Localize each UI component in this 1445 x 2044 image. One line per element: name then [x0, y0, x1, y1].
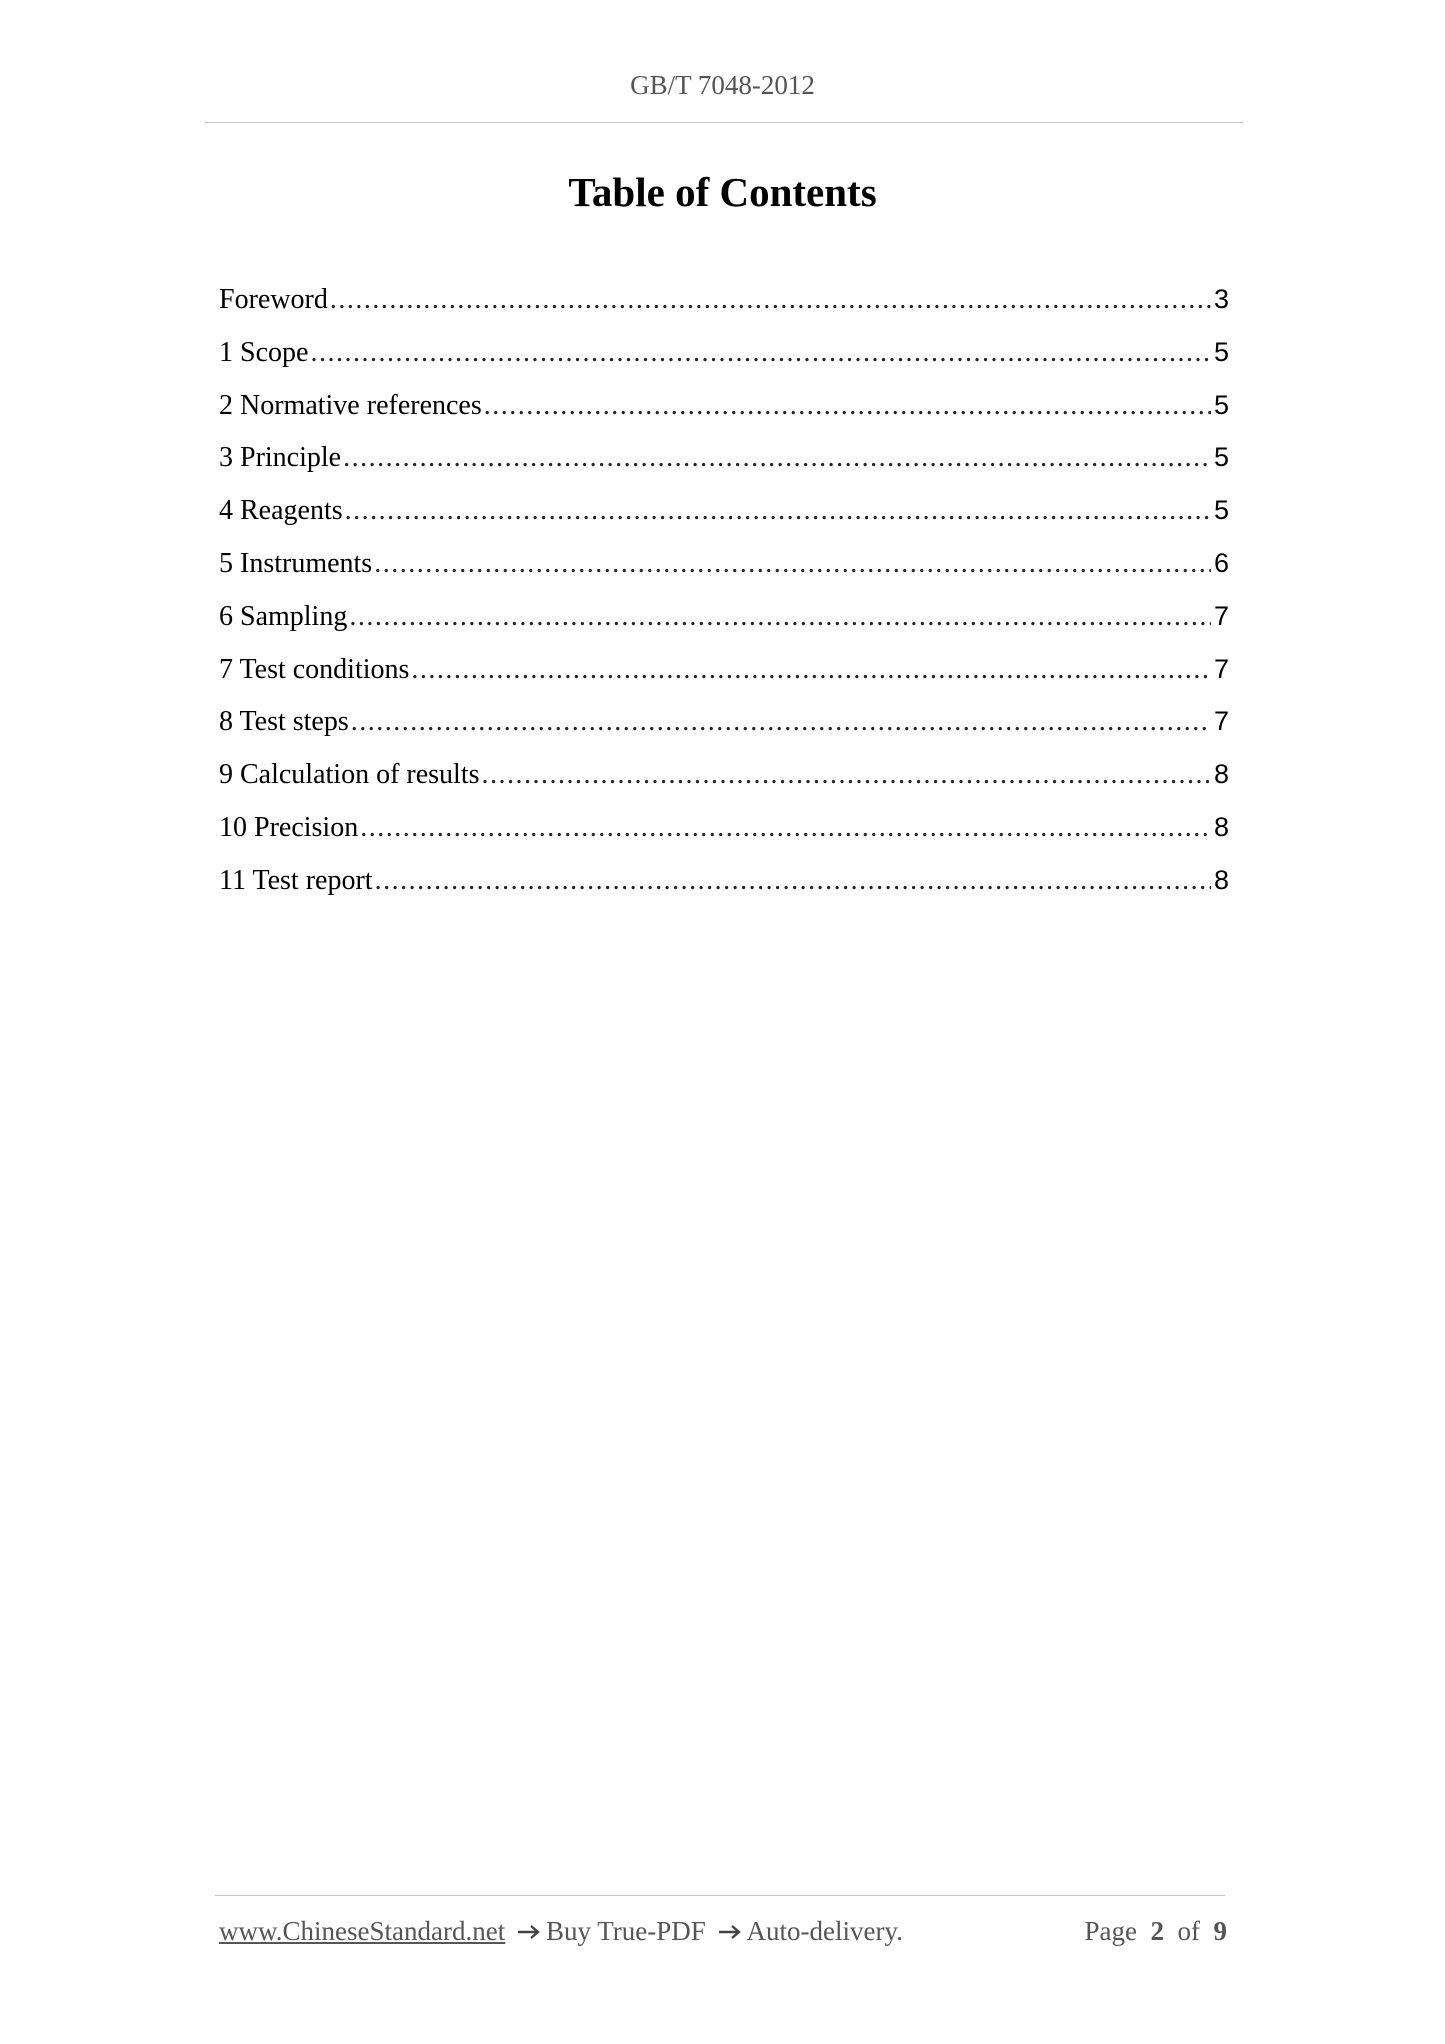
- page-number: [1085, 1916, 1227, 1947]
- website-link[interactable]: www.ChineseStandard.net: [219, 1916, 506, 1946]
- toc-entry-page: 8: [1213, 811, 1229, 842]
- toc-entry-label: 9 Calculation of results: [219, 759, 480, 791]
- toc-entry-page: 5: [1213, 442, 1229, 473]
- toc-dot-leader: [375, 865, 1211, 897]
- header-divider: [205, 122, 1243, 123]
- toc-entry-page: 8: [1213, 759, 1229, 790]
- toc-entry[interactable]: [219, 442, 1229, 495]
- toc-entry[interactable]: [219, 865, 1229, 918]
- toc-entry-label: 4 Reagents: [219, 495, 343, 527]
- toc-dot-leader: [411, 654, 1211, 686]
- toc-entry-label: 3 Principle: [219, 442, 342, 474]
- buy-text: Buy True-PDF: [545, 1916, 706, 1946]
- toc-entry[interactable]: [219, 601, 1229, 654]
- toc-entry-label: 7 Test conditions: [219, 653, 410, 685]
- toc-entry-label: 5 Instruments: [219, 547, 373, 579]
- of-word: of: [1177, 1916, 1200, 1946]
- toc-dot-leader: [374, 548, 1211, 580]
- toc-entry[interactable]: [219, 548, 1229, 601]
- toc-entry-page: 5: [1213, 495, 1229, 526]
- table-of-contents: [219, 284, 1229, 918]
- toc-dot-leader: [330, 284, 1211, 316]
- toc-entry-page: 3: [1213, 284, 1229, 314]
- toc-entry-page: 7: [1213, 653, 1229, 684]
- toc-entry-page: 7: [1213, 706, 1229, 737]
- toc-entry[interactable]: [219, 495, 1229, 548]
- toc-entry-label: 2 Normative references: [219, 389, 482, 421]
- toc-dot-leader: [482, 759, 1211, 791]
- toc-dot-leader: [484, 390, 1211, 422]
- toc-entry-page: 6: [1213, 547, 1229, 578]
- page-word: Page: [1084, 1916, 1137, 1946]
- toc-entry-label: 11 Test report: [219, 864, 373, 896]
- toc-entry-label: 8 Test steps: [219, 706, 349, 738]
- page-total: 9: [1213, 1916, 1227, 1946]
- toc-dot-leader: [310, 337, 1211, 369]
- toc-entry[interactable]: [219, 706, 1229, 759]
- toc-dot-leader: [345, 495, 1211, 527]
- delivery-text: Auto-delivery.: [746, 1916, 903, 1946]
- toc-entry-page: 8: [1213, 864, 1229, 895]
- toc-entry-label: 10 Precision: [219, 811, 359, 843]
- page-title: Table of Contents: [568, 169, 877, 215]
- toc-entry[interactable]: [219, 654, 1229, 707]
- toc-dot-leader: [343, 442, 1211, 474]
- toc-entry[interactable]: [219, 284, 1229, 337]
- toc-dot-leader: [360, 812, 1211, 844]
- arrow-right-icon: [717, 1923, 743, 1941]
- toc-entry-label: 6 Sampling: [219, 600, 348, 632]
- toc-entry[interactable]: [219, 390, 1229, 443]
- toc-entry[interactable]: [219, 337, 1229, 390]
- page-footer: [219, 1916, 1227, 1947]
- footer-divider: [215, 1895, 1225, 1896]
- toc-entry[interactable]: [219, 759, 1229, 812]
- toc-entry[interactable]: [219, 812, 1229, 865]
- running-header: GB/T 7048-2012: [630, 70, 815, 100]
- toc-entry-page: 5: [1213, 336, 1229, 367]
- toc-dot-leader: [349, 601, 1211, 633]
- footer-promo: [219, 1916, 903, 1947]
- arrow-right-icon: [516, 1923, 542, 1941]
- toc-entry-label: Foreword: [219, 284, 328, 315]
- toc-entry-label: 1 Scope: [219, 336, 309, 368]
- page-current: 2: [1150, 1916, 1164, 1946]
- toc-entry-page: 7: [1213, 600, 1229, 631]
- toc-entry-page: 5: [1213, 389, 1229, 420]
- toc-dot-leader: [351, 706, 1211, 738]
